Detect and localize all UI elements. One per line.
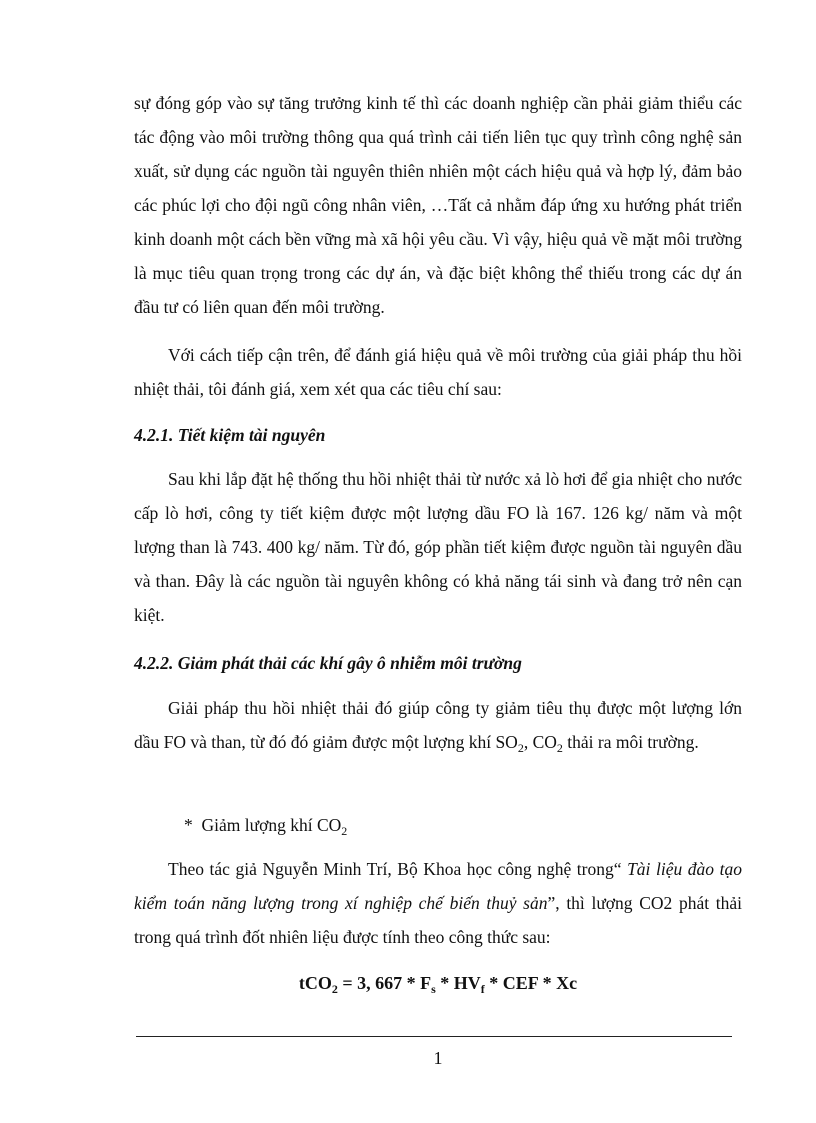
formula-part: * CEF * Xc: [484, 973, 578, 993]
subscript: 2: [556, 741, 563, 755]
section-heading-emission-reduction: 4.2.2. Giảm phát thải các khí gây ô nhiễm môi trường: [134, 653, 522, 673]
paragraph-intro-continuation: sự đóng góp vào sự tăng trưởng kinh tế thì các doanh nghiệp cần phải giảm thiểu các tác động vào môi trường thông qua quá trình cải tiến liên tục quy trình công nghệ sản xuất, sử dụng các nguồn tài nguyên thiên nhiên một cách hiệu quả và hợp lý, đảm bảo các phúc lợi cho đội ngũ công nhân viên, …Tất cả nhằm đáp ứng xu hướng phát triển kinh doanh một cách bền vững mà xã hội yêu cầu. Vì vậy, hiệu quả về mặt môi trường là mục tiêu quan trọng trong các dự án, và đặc biệt không thể thiếu trong các dự án đầu tư có liên quan đến môi trường.: [134, 93, 742, 317]
section-heading-resource-saving: 4.2.1. Tiết kiệm tài nguyên: [134, 425, 326, 445]
formula-part: tCO: [298, 973, 332, 993]
formula-subscript: s: [431, 982, 436, 996]
subscript: 2: [517, 741, 524, 755]
subscript: 2: [341, 824, 348, 838]
formula-subscript: f: [480, 982, 485, 996]
cited-title: Tài liệu đào tạo kiểm toán năng lượng trong xí nghiệp chế biến thuỷ sản: [134, 859, 742, 913]
bullet-item-co2: [184, 808, 347, 842]
bullet-marker: *: [184, 815, 193, 835]
paragraph-emission-reduction: [134, 691, 742, 759]
formula-part: = 3, 667 * F: [337, 973, 432, 993]
bullet-text: Giảm lượng khí CO: [201, 815, 342, 835]
paragraph-resource-saving: Sau khi lắp đặt hệ thống thu hồi nhiệt thải từ nước xả lò hơi để gia nhiệt cho nước cấp lò hơi, công ty tiết kiệm được một lượng dầu FO là 167. 126 kg/ năm và một lượng than là 743. 400 kg/ năm. Từ đó, góp phần tiết kiệm được nguồn tài nguyên dầu và than. Đây là các nguồn tài nguyên không có khả năng tái sinh và đang trở nên cạn kiệt.: [134, 469, 742, 625]
formula-subscript: 2: [331, 982, 338, 996]
paragraph-formula-source: [134, 852, 742, 954]
paragraph-text: thải ra môi trường.: [562, 732, 699, 752]
paragraph-approach: Với cách tiếp cận trên, để đánh giá hiệu quả về môi trường của giải pháp thu hồi nhiệt thải, tôi đánh giá, xem xét qua các tiêu chí sau:: [134, 345, 742, 399]
formula-part: * HV: [435, 973, 481, 993]
paragraph-text: , CO: [523, 732, 557, 752]
paragraph-text: ”, thì lượng CO2 phát thải trong quá trình đốt nhiên liệu được tính theo công thức sau:: [134, 893, 743, 947]
co2-formula: [134, 966, 742, 1000]
paragraph-text: Giải pháp thu hồi nhiệt thải đó giúp công ty giảm tiêu thụ được một lượng lớn dầu FO và than, từ đó đó giảm được một lượng khí SO: [134, 698, 742, 752]
footer-divider: [136, 1036, 732, 1037]
page-number: 1: [433, 1048, 443, 1068]
paragraph-text: Theo tác giả Nguyễn Minh Trí, Bộ Khoa học công nghệ trong“: [168, 859, 628, 879]
